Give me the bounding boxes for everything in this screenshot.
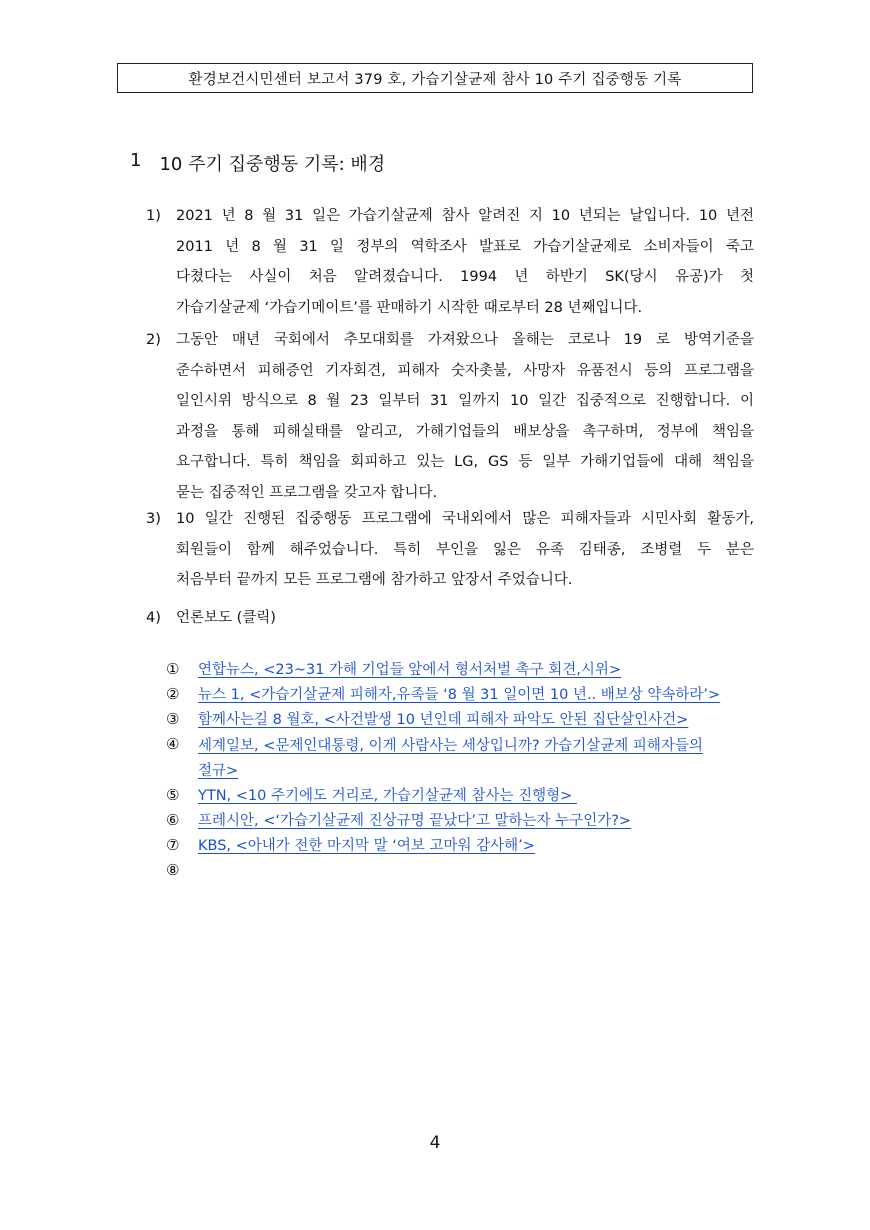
list-item: [146, 504, 754, 596]
press-link-continuation: [166, 757, 766, 782]
list-item-number: 4): [146, 610, 161, 626]
paragraph-line: 묻는 집중적인 프로그램을 갖고자 합니다.: [176, 484, 438, 501]
press-link-yonhap[interactable]: 연합뉴스, <23~31 가해 기업들 앞에서 형서처벌 촉구 회견,시위>: [198, 662, 621, 679]
link-marker: ④: [166, 735, 180, 754]
list-item-body: [176, 504, 754, 596]
press-link-item: [166, 858, 766, 883]
paragraph-line: 일인시위 방식으로 8 월 23 일부터 31 일까지 10 일간 집중적으로 진행합니다. 이: [176, 393, 754, 409]
paragraph-line: 준수하면서 피해증언 기자회견, 피해자 숫자촛불, 사망자 유품전시 등의 프로그램을: [176, 362, 754, 379]
link-marker: ⑧: [166, 861, 180, 880]
report-header-text: 환경보건시민센터 보고서 379 호, 가습기살균제 참사 10 주기 집중행동 기록: [188, 71, 682, 88]
press-link-pressian[interactable]: 프레시안, <‘가습기살균제 진상규명 끝났다’고 말하는자 누구인가?>: [198, 813, 632, 830]
link-marker: ⑥: [166, 810, 180, 829]
press-link-item: [166, 706, 766, 731]
paragraph-line: 과정을 통해 피해실태를 알리고, 가해기업들의 배보상을 촉구하며, 정부에 책임을: [176, 423, 754, 440]
press-link-item: [166, 656, 766, 681]
page-number: 4: [429, 1133, 441, 1153]
link-marker: ①: [166, 659, 180, 678]
list-item-body: [176, 603, 754, 634]
paragraph-line: 2021 년 8 월 31 일은 가습기살균제 참사 알려진 지 10 년되는 날입니다. 10 년전: [176, 208, 754, 224]
link-marker: ⑦: [166, 835, 180, 854]
paragraph-line: 언론보도 (클릭): [176, 610, 276, 626]
link-marker: ③: [166, 709, 180, 728]
paragraph-line: 그동안 매년 국회에서 추모대회를 가져왔으나 올해는 코로나 19 로 방역기준을: [176, 332, 754, 348]
press-links-list: [166, 656, 766, 883]
section-number: 1: [130, 150, 142, 171]
list-item: [146, 201, 754, 323]
paragraph-line: 다쳤다는 사실이 처음 알려졌습니다. 1994 년 하반기 SK(당시 유공)가 첫: [176, 269, 754, 285]
section-title: 10 주기 집중행동 기록: 배경: [159, 154, 386, 175]
list-item-number: 3): [146, 511, 161, 527]
list-item: [146, 325, 754, 508]
paragraph-line: 2011 년 8 월 31 일 정부의 역학조사 발표로 가습기살균제로 소비자들이 죽고: [176, 238, 754, 255]
paragraph-line: 10 일간 진행된 집중행동 프로그램에 국내외에서 많은 피해자들과 시민사회 활동가,: [176, 511, 754, 527]
press-link-ytn[interactable]: YTN, <10 주기에도 거리로, 가습기살균제 참사는 진행형>: [198, 788, 577, 805]
press-link-segye-continued[interactable]: 절규>: [198, 762, 239, 779]
press-link-segye[interactable]: 세계일보, <문제인대통령, 이게 사람사는 세상입니까? 가습기살균제 피해자들의: [198, 737, 703, 754]
section-heading: [130, 150, 385, 176]
press-link-item: [166, 782, 766, 807]
press-link-item: [166, 832, 766, 857]
link-marker: ②: [166, 684, 180, 703]
list-item: [146, 603, 754, 634]
list-item-body: [176, 325, 754, 508]
press-link-item: [166, 732, 766, 757]
press-link-item: [166, 681, 766, 706]
paragraph-line: 요구합니다. 특히 책임을 회피하고 있는 LG, GS 등 일부 가해기업들에 대해 책임을: [176, 454, 754, 470]
paragraph-line: 회원들이 함께 해주었습니다. 특히 부인을 잃은 유족 김태종, 조병렬 두 분은: [176, 541, 754, 558]
paragraph-line: 처음부터 끝까지 모든 프로그램에 참가하고 앞장서 주었습니다.: [176, 572, 573, 588]
link-marker: ⑤: [166, 785, 180, 804]
list-item-number: 1): [146, 208, 161, 224]
list-item-number: 2): [146, 332, 161, 348]
press-link-hamkke[interactable]: 함께사는길 8 월호, <사건발생 10 년인데 피해자 파악도 안된 집단살인사건>: [198, 712, 689, 729]
paragraph-line: 가습기살균제 ‘가습기메이트’를 판매하기 시작한 때로부터 28 년째입니다.: [176, 299, 643, 316]
report-header-box: [117, 63, 753, 93]
list-item-body: [176, 201, 754, 323]
press-link-kbs[interactable]: KBS, <아내가 전한 마지막 말 ‘여보 고마워 감사해’>: [198, 838, 535, 855]
press-link-news1[interactable]: 뉴스 1, <가습기살균제 피해자,유족들 ‘8 월 31 일이면 10 년.. 배보상 약속하라’>: [198, 687, 721, 704]
press-link-item: [166, 807, 766, 832]
